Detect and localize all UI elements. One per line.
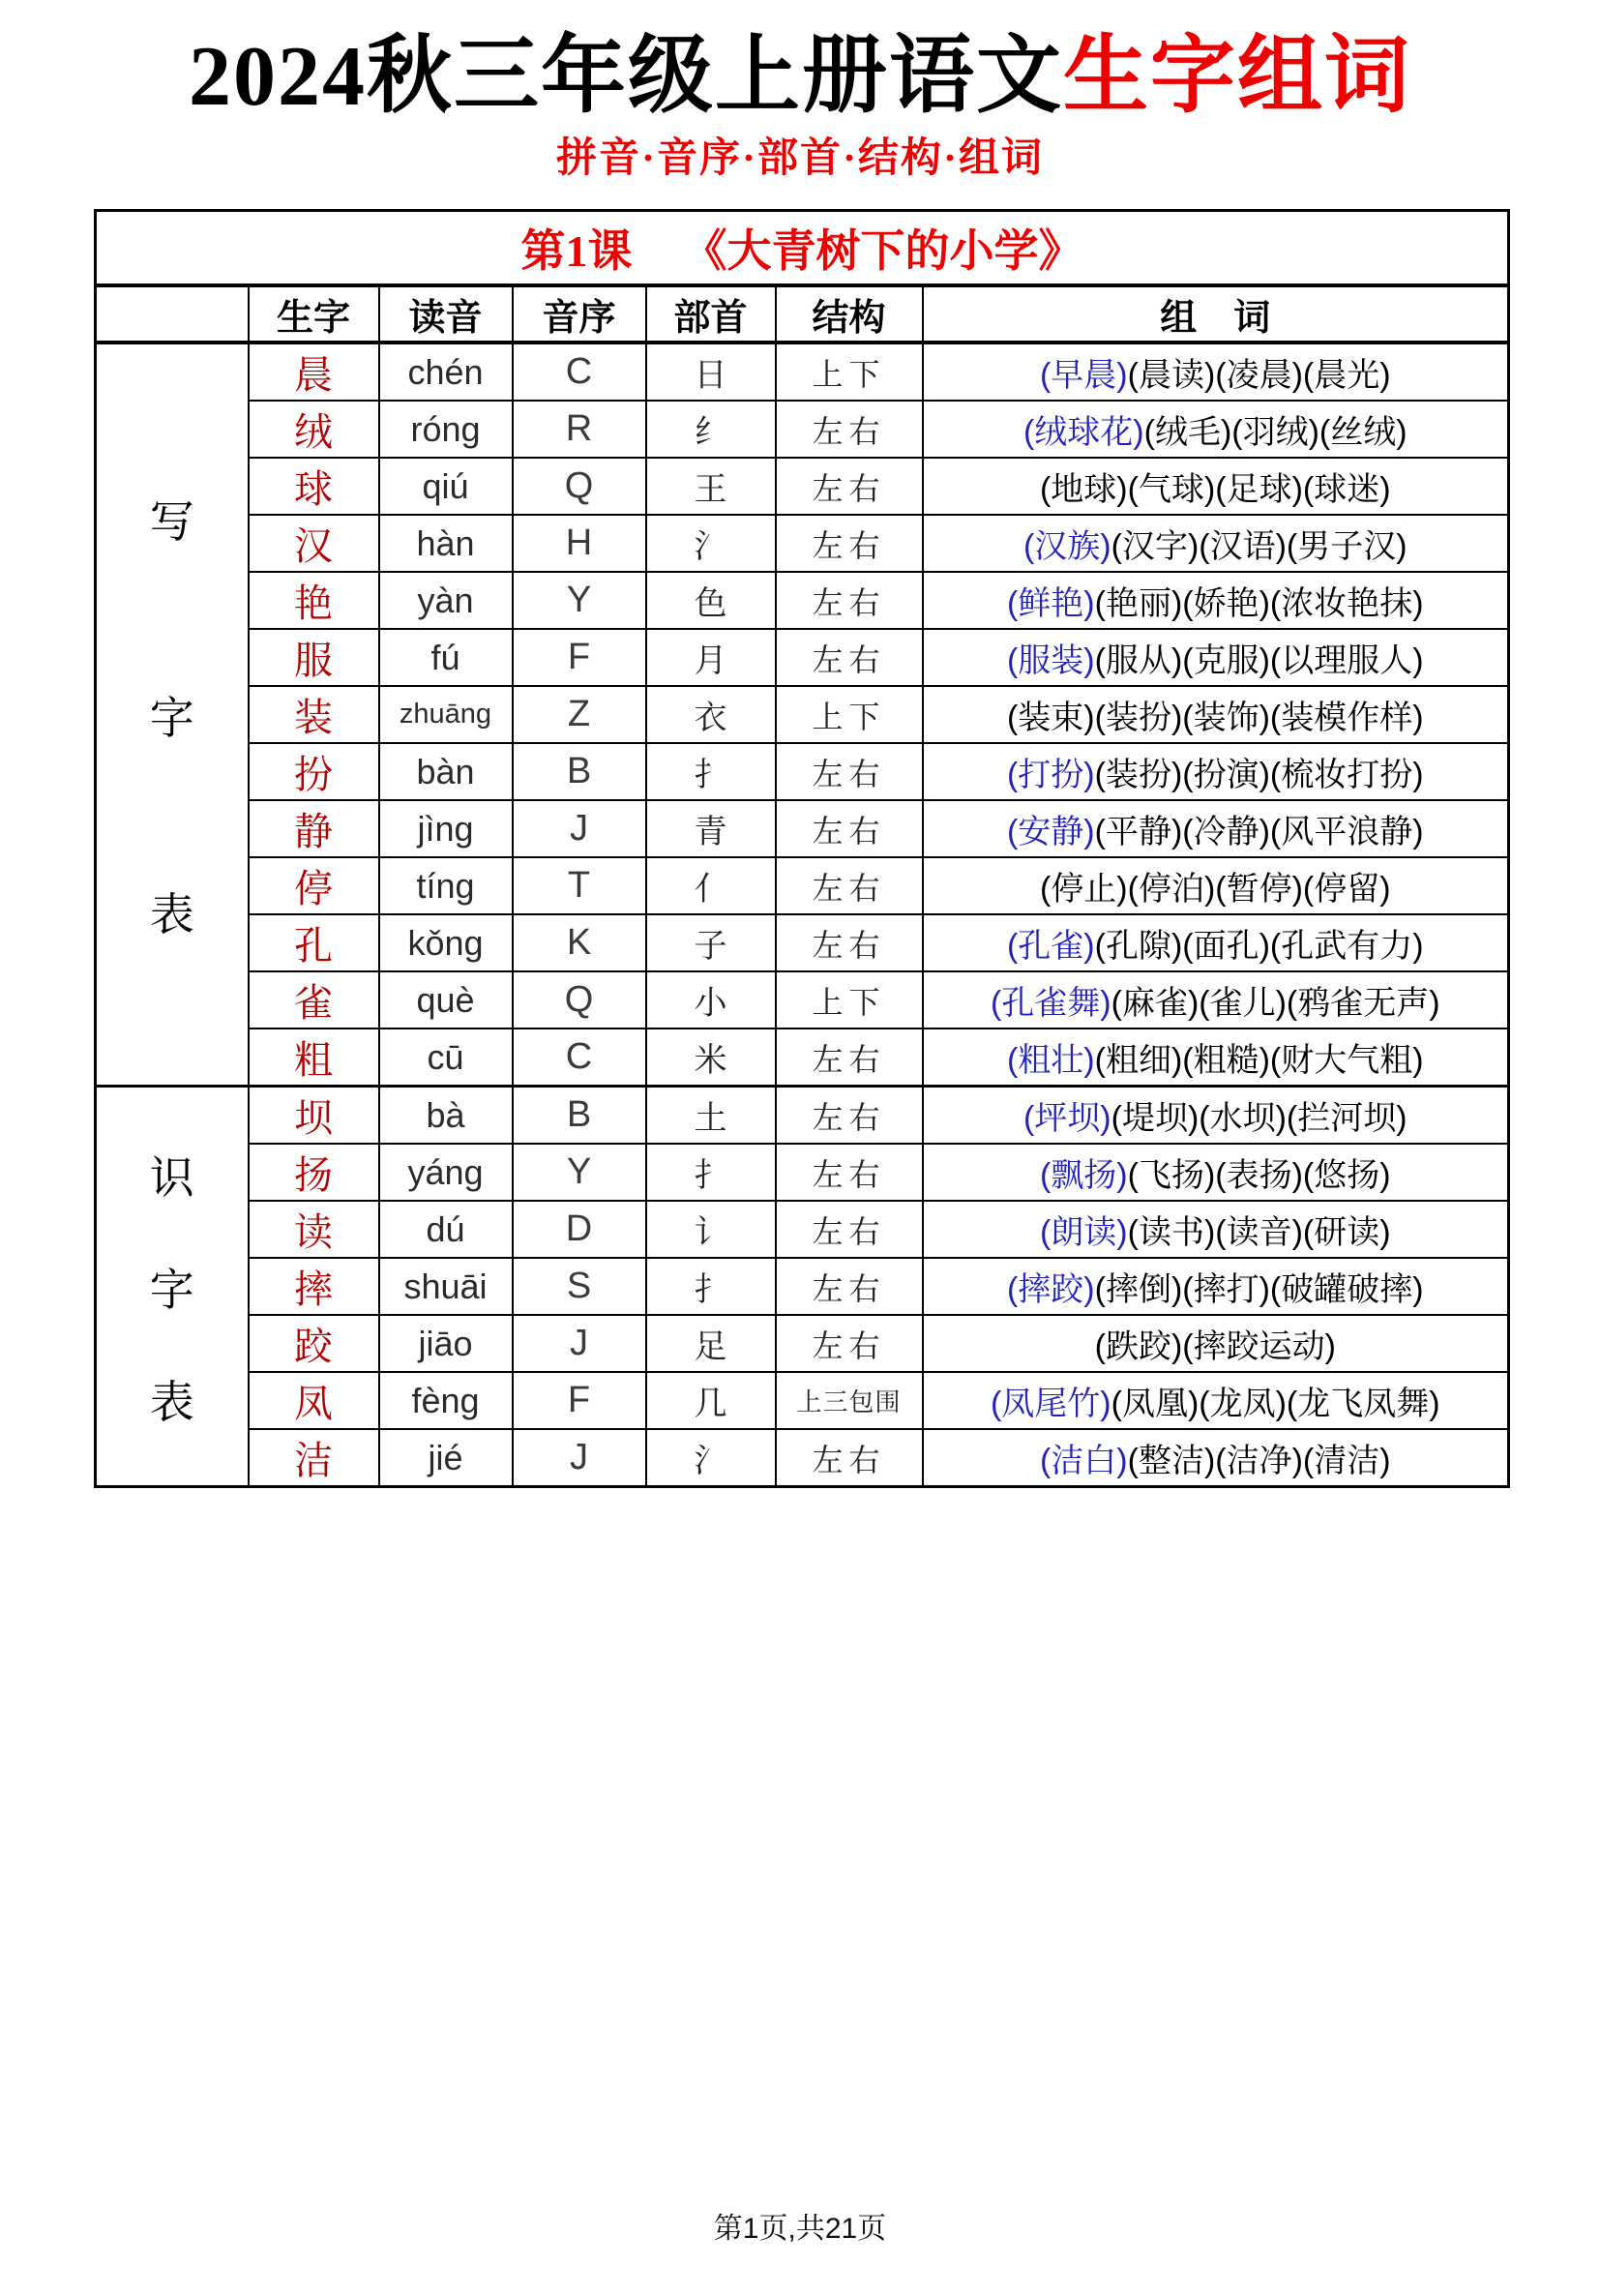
- lesson-header: [96, 211, 1509, 286]
- word-group: (平静)(冷静)(风平浪静): [1094, 814, 1424, 851]
- pinyin-cell: fú: [379, 629, 513, 686]
- radical-cell: 亻: [646, 857, 776, 914]
- section-label-char: 表: [149, 1376, 194, 1427]
- structure-cell: 左右: [776, 1087, 923, 1145]
- pinyin-cell: shuāi: [379, 1258, 513, 1315]
- column-header-char: 生字: [249, 285, 379, 343]
- char-cell: 扬: [249, 1144, 379, 1201]
- words-cell: [923, 1372, 1509, 1429]
- char-cell: 坝: [249, 1087, 379, 1145]
- words-cell: [923, 1258, 1509, 1315]
- words-cell: [923, 572, 1509, 629]
- table-row: [96, 401, 1509, 458]
- radical-cell: 讠: [646, 1201, 776, 1258]
- vocab-table: [94, 209, 1510, 1488]
- pinyin-cell: yàn: [379, 572, 513, 629]
- vocab-table-body: [96, 343, 1509, 1487]
- char-cell: 凤: [249, 1372, 379, 1429]
- highlighted-word: (绒球花): [1022, 414, 1144, 452]
- initial-cell: J: [513, 800, 646, 857]
- lesson-header-row: [96, 211, 1509, 286]
- highlighted-word: (鲜艳): [1006, 585, 1095, 623]
- structure-cell: 上下: [776, 686, 923, 743]
- word-group: (晨读)(凌晨)(晨光): [1127, 357, 1391, 395]
- initial-cell: C: [513, 343, 646, 401]
- table-row: [96, 1429, 1509, 1487]
- initial-cell: C: [513, 1029, 646, 1087]
- radical-cell: 小: [646, 971, 776, 1029]
- word-group: (跌跤)(摔跤运动): [1094, 1328, 1336, 1366]
- initial-cell: Q: [513, 458, 646, 515]
- highlighted-word: (凤尾竹): [990, 1386, 1111, 1423]
- highlighted-word: (孔雀): [1006, 928, 1095, 966]
- words-cell: [923, 515, 1509, 572]
- radical-cell: 扌: [646, 743, 776, 800]
- char-cell: 汉: [249, 515, 379, 572]
- column-header-structure: 结构: [776, 285, 923, 343]
- words-cell: [923, 629, 1509, 686]
- page-title-black: 2024秋三年级上册语文: [188, 30, 1063, 124]
- word-group: (摔倒)(摔打)(破罐破摔): [1094, 1271, 1424, 1309]
- pinyin-cell: què: [379, 971, 513, 1029]
- pinyin-cell: chén: [379, 343, 513, 401]
- structure-cell: 左右: [776, 401, 923, 458]
- word-group: (整洁)(洁净)(清洁): [1127, 1443, 1391, 1480]
- char-cell: 静: [249, 800, 379, 857]
- structure-cell: 左右: [776, 800, 923, 857]
- table-row: [96, 743, 1509, 800]
- char-cell: 晨: [249, 343, 379, 401]
- word-group: (停止)(停泊)(暂停)(停留): [1039, 871, 1391, 909]
- table-row: [96, 629, 1509, 686]
- char-cell: 服: [249, 629, 379, 686]
- char-cell: 读: [249, 1201, 379, 1258]
- char-cell: 粗: [249, 1029, 379, 1087]
- structure-cell: 左右: [776, 1315, 923, 1372]
- structure-cell: 左右: [776, 629, 923, 686]
- words-cell: [923, 1029, 1509, 1087]
- radical-cell: 衣: [646, 686, 776, 743]
- pinyin-cell: jìng: [379, 800, 513, 857]
- lesson-title: 《大青树下的小学》: [682, 226, 1083, 277]
- initial-cell: B: [513, 1087, 646, 1145]
- words-cell: [923, 1144, 1509, 1201]
- highlighted-word: (坪坝): [1022, 1100, 1111, 1138]
- table-row: [96, 458, 1509, 515]
- pinyin-cell: tíng: [379, 857, 513, 914]
- radical-cell: 子: [646, 914, 776, 971]
- highlighted-word: (打扮): [1006, 757, 1095, 794]
- structure-cell: 左右: [776, 515, 923, 572]
- pinyin-cell: cū: [379, 1029, 513, 1087]
- structure-cell: 左右: [776, 1029, 923, 1087]
- initial-cell: Z: [513, 686, 646, 743]
- word-group: (麻雀)(雀儿)(鸦雀无声): [1111, 985, 1440, 1023]
- words-cell: [923, 1315, 1509, 1372]
- initial-cell: R: [513, 401, 646, 458]
- radical-cell: 纟: [646, 401, 776, 458]
- column-header-words: 组 词: [923, 285, 1509, 343]
- words-cell: [923, 743, 1509, 800]
- highlighted-word: (飘扬): [1039, 1157, 1128, 1195]
- document-header: [0, 30, 1600, 184]
- structure-cell: 左右: [776, 857, 923, 914]
- initial-cell: F: [513, 1372, 646, 1429]
- words-cell: [923, 914, 1509, 971]
- highlighted-word: (摔跤): [1006, 1271, 1095, 1309]
- word-group: (粗细)(粗糙)(财大气粗): [1094, 1042, 1424, 1080]
- words-cell: [923, 686, 1509, 743]
- words-cell: [923, 1201, 1509, 1258]
- pinyin-cell: qiú: [379, 458, 513, 515]
- table-row: [96, 343, 1509, 401]
- words-cell: [923, 458, 1509, 515]
- column-header-pinyin: 读音: [379, 285, 513, 343]
- words-cell: [923, 971, 1509, 1029]
- char-cell: 艳: [249, 572, 379, 629]
- structure-cell: 上下: [776, 343, 923, 401]
- radical-cell: 米: [646, 1029, 776, 1087]
- column-header-row: [96, 285, 1509, 343]
- char-cell: 停: [249, 857, 379, 914]
- radical-cell: 足: [646, 1315, 776, 1372]
- table-row: [96, 1315, 1509, 1372]
- table-row: [96, 1144, 1509, 1201]
- word-group: (装扮)(扮演)(梳妆打扮): [1094, 757, 1424, 794]
- initial-cell: Y: [513, 572, 646, 629]
- word-group: (读书)(读音)(研读): [1127, 1214, 1391, 1252]
- char-cell: 洁: [249, 1429, 379, 1487]
- radical-cell: 扌: [646, 1258, 776, 1315]
- pinyin-cell: jié: [379, 1429, 513, 1487]
- structure-cell: 左右: [776, 1429, 923, 1487]
- initial-cell: D: [513, 1201, 646, 1258]
- column-header-radical: 部首: [646, 285, 776, 343]
- words-cell: [923, 800, 1509, 857]
- pinyin-cell: hàn: [379, 515, 513, 572]
- words-cell: [923, 401, 1509, 458]
- table-row: [96, 515, 1509, 572]
- structure-cell: 上下: [776, 971, 923, 1029]
- page-title-red: 生字组词: [1063, 30, 1412, 124]
- structure-cell: 左右: [776, 1258, 923, 1315]
- section-label-char: 字: [149, 692, 194, 743]
- highlighted-word: (服装): [1006, 642, 1095, 680]
- word-group: (装束)(装扮)(装饰)(装模作样): [1006, 700, 1424, 737]
- char-cell: 孔: [249, 914, 379, 971]
- radical-cell: 氵: [646, 1429, 776, 1487]
- pinyin-cell: yáng: [379, 1144, 513, 1201]
- highlighted-word: (安静): [1006, 814, 1095, 851]
- char-cell: 雀: [249, 971, 379, 1029]
- pinyin-cell: dú: [379, 1201, 513, 1258]
- structure-cell: 左右: [776, 1144, 923, 1201]
- table-row: [96, 857, 1509, 914]
- word-group: (飞扬)(表扬)(悠扬): [1127, 1157, 1391, 1195]
- structure-cell: 左右: [776, 572, 923, 629]
- pinyin-cell: kǒng: [379, 914, 513, 971]
- highlighted-word: (粗壮): [1006, 1042, 1095, 1080]
- radical-cell: 日: [646, 343, 776, 401]
- table-row: [96, 1029, 1509, 1087]
- table-row: [96, 1201, 1509, 1258]
- word-group: (服从)(克服)(以理服人): [1094, 642, 1424, 680]
- page-subtitle: 拼音·音序·部首·结构·组词: [555, 136, 1045, 182]
- pinyin-cell: bà: [379, 1087, 513, 1145]
- page-number-footer: 第1页,共21页: [713, 2213, 887, 2245]
- section-label-char: 识: [149, 1151, 194, 1203]
- radical-cell: 月: [646, 629, 776, 686]
- word-group: (堤坝)(水坝)(拦河坝): [1111, 1100, 1407, 1138]
- page-title: [0, 30, 1600, 124]
- pinyin-cell: jiāo: [379, 1315, 513, 1372]
- initial-cell: S: [513, 1258, 646, 1315]
- words-cell: [923, 1087, 1509, 1145]
- initial-cell: T: [513, 857, 646, 914]
- initial-cell: Y: [513, 1144, 646, 1201]
- initial-cell: J: [513, 1429, 646, 1487]
- section-label-writing-list: [96, 343, 249, 1087]
- pinyin-cell: zhuāng: [379, 686, 513, 743]
- char-cell: 跤: [249, 1315, 379, 1372]
- section-label-char: 表: [149, 888, 194, 939]
- words-cell: [923, 343, 1509, 401]
- highlighted-word: (汉族): [1022, 528, 1111, 566]
- char-cell: 绒: [249, 401, 379, 458]
- column-header-initial: 音序: [513, 285, 646, 343]
- table-row: [96, 914, 1509, 971]
- highlighted-word: (洁白): [1039, 1443, 1128, 1480]
- table-row: [96, 686, 1509, 743]
- initial-cell: Q: [513, 971, 646, 1029]
- word-group: (汉字)(汉语)(男子汉): [1111, 528, 1407, 566]
- char-cell: 球: [249, 458, 379, 515]
- structure-cell: 左右: [776, 914, 923, 971]
- words-cell: [923, 857, 1509, 914]
- structure-cell: 左右: [776, 458, 923, 515]
- char-cell: 装: [249, 686, 379, 743]
- radical-cell: 氵: [646, 515, 776, 572]
- radical-cell: 王: [646, 458, 776, 515]
- initial-cell: F: [513, 629, 646, 686]
- lesson-number: 第1课: [520, 226, 633, 277]
- pinyin-cell: róng: [379, 401, 513, 458]
- column-header-section: [96, 285, 249, 343]
- initial-cell: J: [513, 1315, 646, 1372]
- table-row: [96, 1087, 1509, 1145]
- highlighted-word: (孔雀舞): [990, 985, 1111, 1023]
- words-cell: [923, 1429, 1509, 1487]
- section-label-recognition-list: [96, 1087, 249, 1487]
- initial-cell: K: [513, 914, 646, 971]
- structure-cell: 上三包围: [776, 1372, 923, 1429]
- char-cell: 摔: [249, 1258, 379, 1315]
- word-group: (绒毛)(羽绒)(丝绒): [1143, 414, 1407, 452]
- pinyin-cell: bàn: [379, 743, 513, 800]
- word-group: (艳丽)(娇艳)(浓妆艳抹): [1094, 585, 1424, 623]
- word-group: (地球)(气球)(足球)(球迷): [1039, 471, 1391, 509]
- table-row: [96, 971, 1509, 1029]
- radical-cell: 几: [646, 1372, 776, 1429]
- char-cell: 扮: [249, 743, 379, 800]
- initial-cell: H: [513, 515, 646, 572]
- table-row: [96, 1258, 1509, 1315]
- table-row: [96, 572, 1509, 629]
- initial-cell: B: [513, 743, 646, 800]
- pinyin-cell: fèng: [379, 1372, 513, 1429]
- highlighted-word: (早晨): [1039, 357, 1128, 395]
- structure-cell: 左右: [776, 743, 923, 800]
- radical-cell: 土: [646, 1087, 776, 1145]
- highlighted-word: (朗读): [1039, 1214, 1128, 1252]
- page: [0, 30, 1600, 2296]
- structure-cell: 左右: [776, 1201, 923, 1258]
- radical-cell: 青: [646, 800, 776, 857]
- table-row: [96, 800, 1509, 857]
- table-row: [96, 1372, 1509, 1429]
- section-label-char: 写: [149, 495, 194, 547]
- word-group: (凤凰)(龙凤)(龙飞凤舞): [1111, 1386, 1440, 1423]
- section-label-char: 字: [149, 1264, 194, 1315]
- radical-cell: 色: [646, 572, 776, 629]
- radical-cell: 扌: [646, 1144, 776, 1201]
- word-group: (孔隙)(面孔)(孔武有力): [1094, 928, 1424, 966]
